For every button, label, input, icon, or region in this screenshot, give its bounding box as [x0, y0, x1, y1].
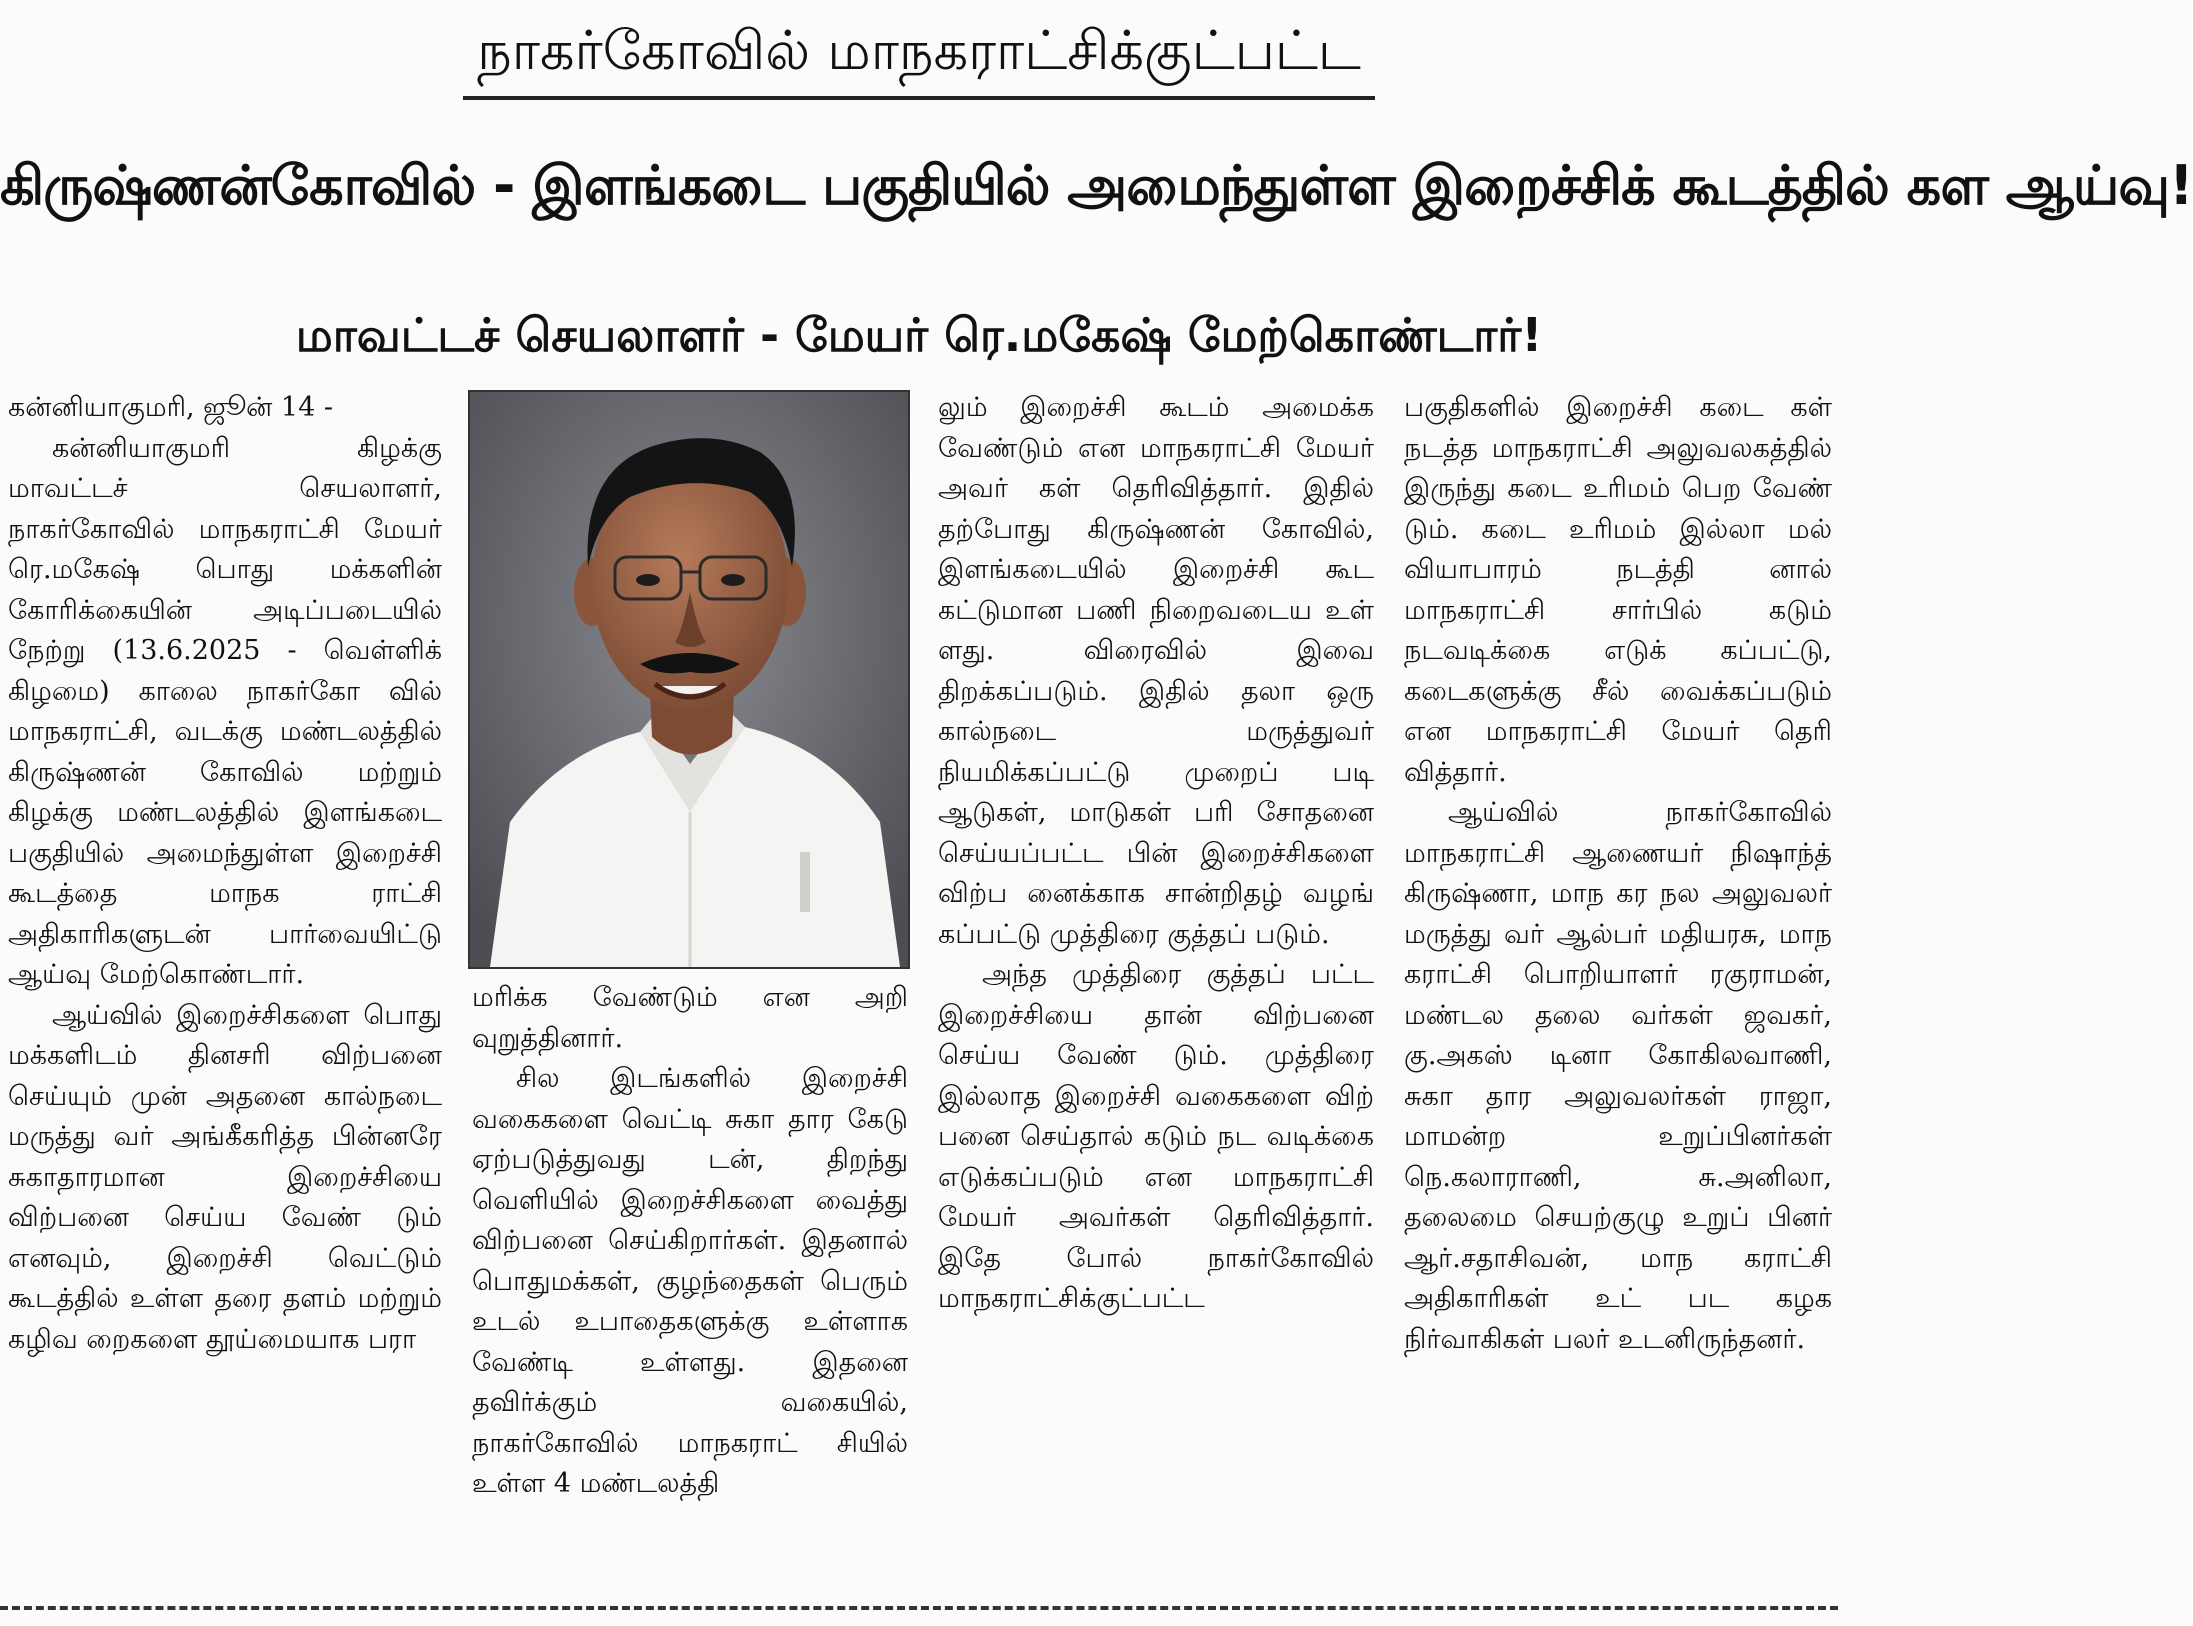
article-column-2 [472, 978, 908, 1505]
subheadline: மாவட்டச் செயலாளர் - மேயர் ரெ.மகேஷ் மேற்கொண்டார்! [295, 308, 1543, 362]
kicker-banner [0, 6, 1838, 100]
paragraph: பகுதிகளில் இறைச்சி கடை கள் நடத்த மாநகராட்சி அலுவலகத்தில் இருந்து கடை உரிமம் பெற வேண் டும். கடை உரிமம் இல்லா மல் வியாபாரம் நடத்தி னால் மாநகராட்சி சார்பில் கடும் நடவடிக்கை எடுக் கப்பட்டு, கடைகளுக்கு சீல் வைக்கப்படும் என மாநகராட்சி மேயர் தெரி வித்தார். [1404, 392, 1832, 788]
headline: கிருஷ்ணன்கோவில் - இளங்கடை பகுதியில் அமைந்துள்ள இறைச்சிக் கூடத்தில் கள ஆய்வு! [0, 154, 2193, 217]
kicker-text: நாகர்கோவில் மாநகராட்சிக்குட்பட்ட [463, 6, 1375, 100]
paragraph: அந்த முத்திரை குத்தப் பட்ட இறைச்சியை தான் விற்பனை செய்ய வேண் டும். முத்திரை இல்லாத இறைச்சி வகைகளை விற் பனை செய்தால் கடும் நட வடிக்கை எடுக்கப்படும் என மாநகராட்சி மேயர் அவர்கள் தெரிவித்தார். இதே போல் நாகர்கோவில் மாநகராட்சிக்குட்பட்ட [938, 959, 1374, 1314]
portrait-photo [468, 390, 910, 969]
dateline: கன்னியாகுமரி, ஜூன் 14 - [8, 392, 333, 423]
paragraph: ஆய்வில் நாகர்கோவில் மாநகராட்சி ஆணையர் நிஷாந்த் கிருஷ்ணா, மாந கர நல அலுவலர் மருத்து வர் ஆல்பர் மதியரசு, மாந கராட்சி பொறியாளர் ரகுராமன், மண்டல தலை வர்கள் ஜவகர், கு.அகஸ் டினா கோகிலவாணி, சுகா தார அலுவலர்கள் ராஜா, மாமன்ற உறுப்பினர்கள் நெ.கலாராணி, சு.அனிலா, தலைமை செயற்குழு உறுப் பினர் ஆர்.சதாசிவன், மாந கராட்சி அதிகாரிகள் உட் பட கழக நிர்வாகிகள் பலர் உடனிருந்தனர். [1404, 797, 1832, 1355]
paragraph: மரிக்க வேண்டும் என அறி வுறுத்தினார். [472, 982, 908, 1054]
article-column-4 [1404, 388, 1832, 1360]
paragraph: லும் இறைச்சி கூடம் அமைக்க வேண்டும் என மாநகராட்சி மேயர் அவர் கள் தெரிவித்தார். இதில் தற்போது கிருஷ்ணன் கோவில், இளங்கடையில் இறைச்சி கூட கட்டுமான பணி நிறைவடைய உள் ளது. விரைவில் இவை திறக்கப்படும். இதில் தலா ஒரு கால்நடை மருத்துவர் நியமிக்கப்பட்டு முறைப் படி ஆடுகள், மாடுகள் பரி சோதனை செய்யப்பட்ட பின் இறைச்சிகளை விற்ப னைக்காக சான்றிதழ் வழங் கப்பட்டு முத்திரை குத்தப் படும். [938, 392, 1374, 950]
article-column-3 [938, 388, 1374, 1320]
paragraph: ஆய்வில் இறைச்சிகளை பொது மக்களிடம் தினசரி விற்பனை செய்யும் முன் அதனை கால்நடை மருத்து வர் அங்கீகரித்த பின்னரே சுகாதாரமான இறைச்சியை விற்பனை செய்ய வேண் டும் எனவும், இறைச்சி வெட்டும் கூடத்தில் உள்ள தரை தளம் மற்றும் கழிவ றைகளை தூய்மையாக பரா [8, 999, 442, 1355]
paragraph: கன்னியாகுமரி கிழக்கு மாவட்டச் செயலாளர், நாகர்கோவில் மாநகராட்சி மேயர் ரெ.மகேஷ் பொது மக்களின் கோரிக்கையின் அடிப்படையில் நேற்று (13.6.2025 - வெள்ளிக் கிழமை) காலை நாகர்கோ வில் மாநகராட்சி, வடக்கு மண்டலத்தில் கிருஷ்ணன் கோவில் மற்றும் கிழக்கு மண்டலத்தில் இளங்கடை பகுதியில் அமைந்துள்ள இறைச்சி கூடத்தை மாநக ராட்சி அதிகாரிகளுடன் பார்வையிட்டு ஆய்வு மேற்கொண்டார். [8, 432, 442, 990]
cut-line-divider [0, 1606, 1838, 1610]
article-column-1 [8, 388, 442, 1360]
portrait-illustration [470, 392, 908, 967]
paragraph: சில இடங்களில் இறைச்சி வகைகளை வெட்டி சுகா தார கேடு ஏற்படுத்துவது டன், திறந்து வெளியில் இறைச்சிகளை வைத்து விற்பனை செய்கிறார்கள். இதனால் பொதுமக்கள், குழந்தைகள் பெரும் உடல் உபாதைகளுக்கு உள்ளாக வேண்டி உள்ளது. இதனை தவிர்க்கும் வகையில், நாகர்கோவில் மாநகராட் சியில் உள்ள 4 மண்டலத்தி [472, 1063, 908, 1499]
